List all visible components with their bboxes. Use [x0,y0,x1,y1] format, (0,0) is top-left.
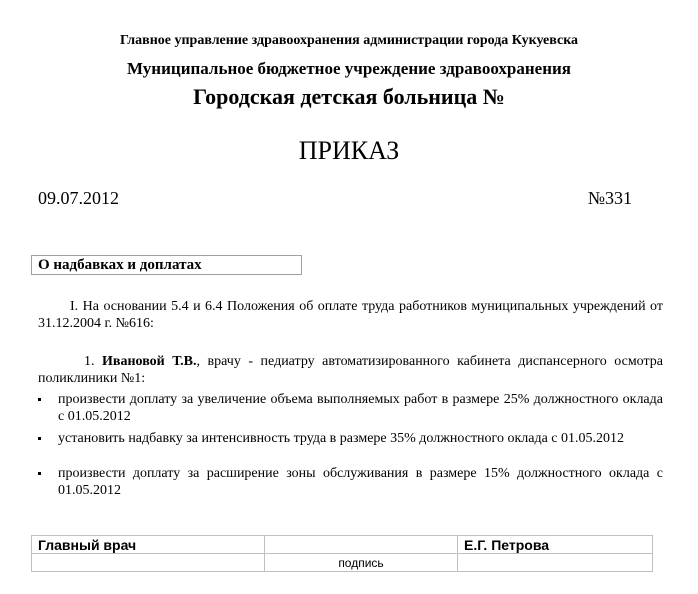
list-item-text: произвести доплату за расширение зоны обслуживания в размере 15% должностного оклада с 01.05.2012 [58,466,663,498]
list-item-text: произвести доплату за увеличение объема выполняемых работ в размере 25% должностного оклада с 01.05.2012 [58,392,663,424]
signer-position: Главный врач [32,536,265,554]
signature-caption: подпись [265,554,458,572]
employee-position: , врачу - педиатру автоматизированного кабинета диспансерного осмотра поликлиники №1: [38,354,664,386]
paragraph-employee [38,353,663,387]
institution-name: Городская детская больница № [193,84,505,109]
paragraph-basis [38,298,663,332]
bullet-icon [38,398,41,401]
ministry-header: Главное управление здравоохранения администрации города Кукуевска [119,33,579,48]
institution-type: Муниципальное бюджетное учреждение здравоохранения [126,59,572,78]
bullet-icon [38,437,41,440]
signer-name: Е.Г. Петрова [458,536,653,554]
document-date: 09.07.2012 [38,188,119,208]
empty-cell [32,554,265,572]
signature-table [31,535,653,572]
document-title: ПРИКАЗ [298,136,400,165]
bullet-icon [38,472,41,475]
basis-text: I. На основании 5.4 и 6.4 Положения об оплате труда работников муниципальных учреждений от 31.12.2004 г. №616: [38,299,663,331]
list-item-text: установить надбавку за интенсивность труда в размере 35% должностного оклада с 01.05.2012 [58,431,624,446]
subject-box: О надбавках и доплатах [31,255,302,275]
employee-name: Ивановой Т.В. [102,354,197,369]
empty-cell [458,554,653,572]
item-number: 1. [84,354,103,369]
signature-field [265,536,458,554]
document-number: №331 [587,188,632,208]
